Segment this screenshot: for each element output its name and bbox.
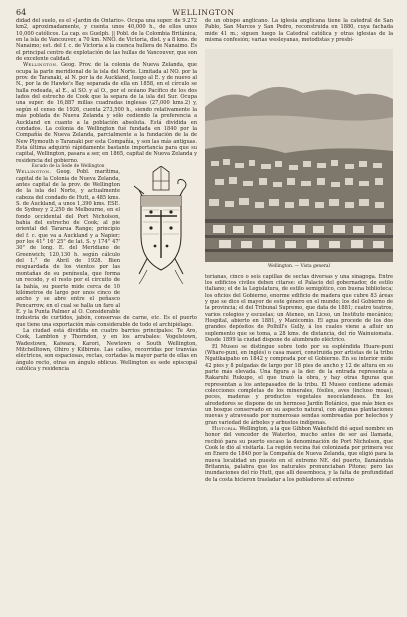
- entry-text: Geog. Prov. de la colonia de Nueva Zelanda, que ocupa la parte meridional de la isla del Norte. Limitada al NO. por la prov. de Taranaki, al N. por la de Auckland, luego al E. y de nuevo al N., por la de Hawke's Bay separada de ella en 1858, en el círculo se halla rodeada, al E., al SO. y al O., por el océano Pacífico de los dos lados del estrecho de Cook que la separa de la isla del Sur. Ocupa una super. de 16,887 millas cuadradas inglesas (27,000 kms.2) y, según el censo de 1926, cuenta 273,500 h., siendo relativamente la más poblada de Nueva Zelanda y sólo cediendo la preferencia a Auckland en cuanto a la población absoluta. Está dividida en condados. La colonia de Wellington fué fundada en 1840 por la Compañía de Nueva Zelanda, parcialmente a la fundación de la de New Plymouth o Taranaki por esta Compañía, y son las más antiguas. Esta última adquirió rápidamente bastante importancia para que su capital, Wellington, pasara a ser, en 1865, capital de Nueva Zelanda y residencia del gobierno.: [16, 62, 197, 164]
- paragraph: de un obispo anglicano. La iglesia anglicana tiene la catedral de San Pablo, San Marcos y San Pedro, reconstruida en 1880, cuya fachada mide 41 m.; siguen luego la Catedral católica y otras iglesias de la misma confesión; varias wesleyanas, metodistas y presbi-: [205, 18, 393, 44]
- paragraph: El Museo se distingue sobre todo por su espléndida Huare-puni (Whare-puni, en inglés) o casa maorí, construida por artistas de la tribu Ngatikaipaho en 1842 y comprada por el Gobierno. En su interior mide 42 pies y 8 pulgadas de largo por 18 pies de ancho y 12 de altura en su parte más elevada. Una figura a la der. de la entrada representa a Rakaruhi Rukupo, el que trazó la obra, y hay otras figuras que representan a los antepasados de la tribu. El Museo contiene además colecciones completas de los minerales, fósiles, aves (incluso moas), peces, maderas y productos vegetales neocelandeses. En los alrededores se dispone de un hermoso Jardín Botánico, que más bien es un bosque conservado en su aspecto natural, con algunas plantaciones nuevas y atravesado por numerosas sendas sombreadas por helechos y gran variedad de árboles y arbustos indígenas.: [205, 343, 393, 426]
- section-keyword: Historia.: [212, 425, 238, 432]
- page-number: 64: [16, 8, 27, 17]
- running-head: WELLINGTON: [172, 8, 235, 17]
- left-column: [16, 18, 197, 614]
- paragraph: didad del suelo, es el «Jardín de Ontario». Ocupa una super. de 9.272 km2, aproximadamente, y cuenta unos 40,000 h., de ellos unos 10,000 católicos. La cap. es Guelph. || Pobl. de la Colombia Británica, en la isla de Vancouver, a 70 km. NNO. de Victoria, dist. y a 8 kms. de Nanaimo; est. del f. c. de Victoria a la cuenca hullera de Nanaimo. Es el principal centro de explotación de las hullas de Vancouver, que son de excelente calidad.: [16, 18, 197, 63]
- city-view-photo: [205, 49, 393, 262]
- coat-of-arms-caption: Escudo de la Sede de Wellington: [31, 163, 105, 169]
- entry-keyword: Wellington.: [23, 62, 59, 69]
- paragraph: La ciudad está dividida en cuatro barrios principales: Te Aro, Cook, Lambton y Thorndon, y en los arrabales: Vogelstown, Wadestown, Kaiwara, Karori, Newtown o South Wellington, Mitchelltown, Ohiro y Kilbirnie. Las calles, recorridas por tranvías eléctricos, son espaciosas, rectas, cortadas la mayor parte de ellas en ángulo recto, otras en ángulo oblicuo. Wellington es sede episcopal católica y residencia: [16, 327, 197, 372]
- entry-wellington-province: [16, 62, 197, 164]
- entry-text: Geog. Pobl. marítima, capital de la Colonia de Nueva Zelanda, antes capital de la prov. de Wellington de la isla del Norte, y actualmente cabeza del condado de Hutt, a 485 kms. S. de Auckland, a unos 1,390 kms. ESE. de Sydney y 2,250 de Melbourne, en el fondo occidental del Port Nicholson, bahía del estrecho de Cook; al pie oriental del Tararua Range; principio del f. c. que va a Auckland y a Napier; por los 41° 16' 25" de lat. S. y 174° 47' 30" de long. E. del Meridiano de Greenwich; 120,130 h. según cálculo del 1.° de Abril de 1928. Bien resguardada de los vientos por las montañas de su península, que forma un recodo, y el resto por el circuito de la bahía, su puerto mide cerca de 10 kilómetros de largo por unos cinco de ancho y se abre entre el peñasco Pencarrow, en el cual se halla un faro al E. y la Punta Palmer al O. Considerable industria de curtidos, jabón, conservas de carne, etc. Es el puerto que tiene una exportación más considerable de todo el archipiélago.: [16, 169, 197, 328]
- coat-of-arms-figure: [125, 166, 197, 311]
- right-column: [205, 18, 393, 614]
- section-text: Wellington, a la que Gibbon Wakefield dió aquel nombre en honor del vencedor de Waterloo, mucho antes de ser así llamada, recibió para su puerto escaso la denominación de Port Nicholson, que Cook le dió al visitarla. La región vecina fué colonizada por primera vez en Enero de 1840 por la Compañía de Nueva Zelanda, que eligió para la nueva localidad un puesto en el extremo NE. del puerto, llamándola Britannia, palabra que los naturales pronunciaban Pitone; pero las inundaciones del río Hutt, que allí desemboca, y la falta de profundidad de la costa hicieron trasladar a los pobladores al extremo: [205, 425, 393, 483]
- entry-keyword: Wellington.: [16, 169, 52, 176]
- photo-caption: Wellington. — Vista general: [268, 264, 330, 270]
- paragraph: terianas, cinco o seis capillas de sectas diversas y una sinagoga. Entre los edificios civiles deben citarse: el Palacio del gobernador, de estilo italiano; el de la Legislatura, de estilo semigótico, con buena biblioteca; los oficios del Gobierno, enorme edificio de madera que cubre 83 áreas y que se dice el mayor de este género en el mundo; los del Gobierno de la provincia; el del Tribunal Supremo, que data de 1881; cuatro teatros, varios colegios y escuelas; un Ateneo, un Liceo, un Instituto mecánico; Hospital, abierto en 1881, y Manicomio. El agua procede de los dos grandes depósitos de Polhill's Gully, á los cuales viene a afluir un suplemento que se toma, a 28 kms. de distancia, del río Wainuiomata. Desde 1899 la ciudad dispone de alumbrado eléctrico.: [205, 273, 393, 344]
- history-section: [205, 426, 393, 483]
- coat-of-arms-icon: [125, 166, 197, 294]
